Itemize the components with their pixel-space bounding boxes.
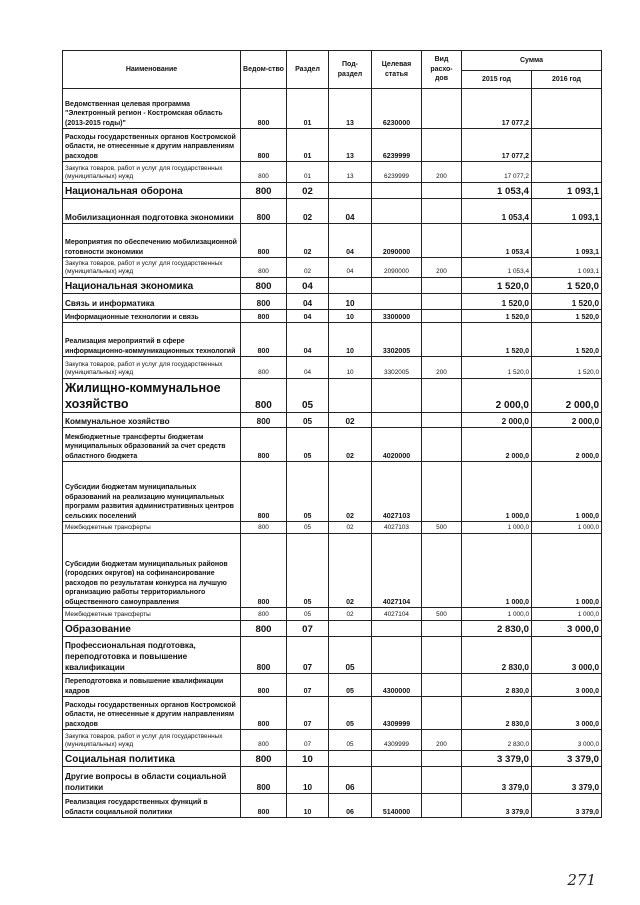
cell-sum-2016: 1 093,1 (532, 183, 602, 199)
cell-razdel: 07 (287, 637, 329, 674)
cell-sum-2016: 3 000,0 (532, 621, 602, 637)
cell-razdel: 05 (287, 379, 329, 413)
cell-vid-raskhodov (422, 310, 462, 323)
table-row (63, 413, 602, 428)
cell-tselevaya-statya (372, 183, 422, 199)
cell-razdel: 07 (287, 674, 329, 697)
cell-podrazdel (329, 621, 372, 637)
cell-sum-2015: 1 053,4 (462, 199, 532, 224)
cell-vid-raskhodov (422, 323, 462, 357)
cell-podrazdel: 05 (329, 674, 372, 697)
cell-tselevaya-statya (372, 621, 422, 637)
cell-name: Жилищно-коммунальное хозяйство (63, 379, 241, 413)
cell-razdel: 01 (287, 89, 329, 129)
cell-razdel: 01 (287, 162, 329, 183)
cell-sum-2016: 3 379,0 (532, 751, 602, 767)
table-row (63, 129, 602, 162)
cell-vid-raskhodov: 200 (422, 162, 462, 183)
table-row (63, 674, 602, 697)
table-row (63, 522, 602, 534)
cell-vedomstvo: 800 (241, 278, 287, 294)
cell-vedomstvo: 800 (241, 462, 287, 522)
cell-name: Мероприятия по обеспечению мобилизационной готовности экономики (63, 224, 241, 258)
table-row (63, 751, 602, 767)
cell-sum-2016: 1 520,0 (532, 323, 602, 357)
cell-podrazdel (329, 379, 372, 413)
cell-name: Национальная оборона (63, 183, 241, 199)
cell-vedomstvo: 800 (241, 183, 287, 199)
table-header (63, 51, 602, 89)
cell-vid-raskhodov (422, 129, 462, 162)
cell-sum-2015: 1 053,4 (462, 258, 532, 278)
cell-sum-2016: 3 000,0 (532, 730, 602, 751)
cell-tselevaya-statya: 2090000 (372, 224, 422, 258)
cell-tselevaya-statya: 4027104 (372, 534, 422, 608)
cell-vid-raskhodov (422, 621, 462, 637)
cell-vedomstvo: 800 (241, 767, 287, 794)
table-row (63, 794, 602, 818)
cell-razdel: 04 (287, 310, 329, 323)
cell-podrazdel: 02 (329, 428, 372, 462)
cell-razdel: 05 (287, 462, 329, 522)
cell-vedomstvo: 800 (241, 534, 287, 608)
header-year-2015: 2015 год (462, 71, 532, 89)
table-row (63, 323, 602, 357)
cell-sum-2015: 2 830,0 (462, 697, 532, 730)
cell-tselevaya-statya (372, 637, 422, 674)
cell-razdel: 07 (287, 730, 329, 751)
cell-sum-2016 (532, 89, 602, 129)
cell-vid-raskhodov: 200 (422, 258, 462, 278)
header-vedomstvo: Ведом-ство (241, 51, 287, 89)
cell-tselevaya-statya: 6239999 (372, 162, 422, 183)
cell-name: Информационные технологии и связь (63, 310, 241, 323)
cell-sum-2016: 1 520,0 (532, 310, 602, 323)
cell-sum-2016: 2 000,0 (532, 428, 602, 462)
table-row (63, 462, 602, 522)
cell-tselevaya-statya: 4309999 (372, 697, 422, 730)
cell-podrazdel: 06 (329, 794, 372, 818)
cell-sum-2015: 1 520,0 (462, 357, 532, 379)
table-row (63, 278, 602, 294)
cell-name: Межбюджетные трансферты (63, 608, 241, 621)
cell-razdel: 02 (287, 258, 329, 278)
table-row (63, 89, 602, 129)
cell-sum-2015: 17 077,2 (462, 89, 532, 129)
cell-sum-2016: 1 520,0 (532, 357, 602, 379)
cell-sum-2015: 1 000,0 (462, 462, 532, 522)
cell-vid-raskhodov (422, 674, 462, 697)
cell-name: Межбюджетные трансферты бюджетам муниципальных образований за счет средств областного бюджета (63, 428, 241, 462)
header-year-2016: 2016 год (532, 71, 602, 89)
cell-sum-2016: 1 520,0 (532, 294, 602, 310)
cell-razdel: 01 (287, 129, 329, 162)
cell-vedomstvo: 800 (241, 129, 287, 162)
cell-sum-2015: 1 520,0 (462, 294, 532, 310)
cell-tselevaya-statya: 4027103 (372, 462, 422, 522)
header-tselevaya-statya: Целевая статья (372, 51, 422, 89)
cell-sum-2016: 2 000,0 (532, 413, 602, 428)
cell-sum-2016: 1 093,1 (532, 199, 602, 224)
cell-sum-2015: 2 830,0 (462, 621, 532, 637)
table-row (63, 379, 602, 413)
cell-vid-raskhodov (422, 294, 462, 310)
cell-sum-2016: 3 379,0 (532, 767, 602, 794)
header-razdel: Раздел (287, 51, 329, 89)
cell-razdel: 07 (287, 621, 329, 637)
cell-podrazdel: 04 (329, 224, 372, 258)
cell-vid-raskhodov (422, 278, 462, 294)
cell-vid-raskhodov (422, 637, 462, 674)
cell-podrazdel: 10 (329, 294, 372, 310)
budget-table (62, 50, 602, 818)
table-row (63, 310, 602, 323)
cell-podrazdel: 02 (329, 462, 372, 522)
cell-tselevaya-statya: 3300000 (372, 310, 422, 323)
table-body (63, 89, 602, 818)
table-row (63, 258, 602, 278)
cell-podrazdel: 02 (329, 522, 372, 534)
cell-sum-2016: 1 000,0 (532, 534, 602, 608)
cell-name: Социальная политика (63, 751, 241, 767)
cell-tselevaya-statya: 6230000 (372, 89, 422, 129)
cell-podrazdel: 10 (329, 357, 372, 379)
cell-name: Ведомственная целевая программа "Электронный регион - Костромская область (2013-2015 годы)" (63, 89, 241, 129)
cell-vid-raskhodov (422, 379, 462, 413)
cell-vedomstvo: 800 (241, 357, 287, 379)
cell-razdel: 07 (287, 697, 329, 730)
cell-vid-raskhodov (422, 751, 462, 767)
cell-sum-2015: 2 830,0 (462, 637, 532, 674)
cell-vedomstvo: 800 (241, 637, 287, 674)
cell-vid-raskhodov (422, 794, 462, 818)
cell-sum-2015: 2 000,0 (462, 379, 532, 413)
cell-name: Мобилизационная подготовка экономики (63, 199, 241, 224)
cell-podrazdel (329, 278, 372, 294)
cell-name: Реализация государственных функций в области социальной политики (63, 794, 241, 818)
header-podrazdel: Под-раздел (329, 51, 372, 89)
cell-name: Коммунальное хозяйство (63, 413, 241, 428)
cell-sum-2015: 3 379,0 (462, 794, 532, 818)
cell-vedomstvo: 800 (241, 697, 287, 730)
cell-tselevaya-statya: 4309999 (372, 730, 422, 751)
cell-podrazdel (329, 751, 372, 767)
cell-sum-2016: 3 379,0 (532, 794, 602, 818)
cell-vedomstvo: 800 (241, 413, 287, 428)
cell-sum-2016 (532, 129, 602, 162)
header-vid-raskhodov: Вид расхо-дов (422, 51, 462, 89)
cell-sum-2015: 3 379,0 (462, 767, 532, 794)
cell-sum-2015: 1 053,4 (462, 224, 532, 258)
cell-vedomstvo: 800 (241, 310, 287, 323)
cell-vid-raskhodov (422, 89, 462, 129)
cell-razdel: 05 (287, 428, 329, 462)
cell-podrazdel: 05 (329, 697, 372, 730)
cell-tselevaya-statya (372, 751, 422, 767)
cell-vid-raskhodov (422, 413, 462, 428)
table-row (63, 224, 602, 258)
cell-tselevaya-statya: 4020000 (372, 428, 422, 462)
cell-podrazdel: 04 (329, 258, 372, 278)
cell-vedomstvo: 800 (241, 522, 287, 534)
cell-name: Национальная экономика (63, 278, 241, 294)
cell-sum-2016: 1 000,0 (532, 522, 602, 534)
cell-razdel: 04 (287, 278, 329, 294)
cell-vedomstvo: 800 (241, 428, 287, 462)
cell-razdel: 10 (287, 751, 329, 767)
cell-tselevaya-statya (372, 413, 422, 428)
cell-razdel: 04 (287, 294, 329, 310)
cell-sum-2015: 2 000,0 (462, 413, 532, 428)
cell-vedomstvo: 800 (241, 89, 287, 129)
cell-sum-2016: 1 093,1 (532, 224, 602, 258)
cell-name: Расходы государственных органов Костромской области, не отнесенные к другим направлениям расходов (63, 129, 241, 162)
cell-sum-2015: 1 520,0 (462, 310, 532, 323)
cell-sum-2015: 1 000,0 (462, 608, 532, 621)
cell-name: Субсидии бюджетам муниципальных районов (городских округов) на софинансирование расходов по результатам конкурса на лучшую организацию работы территориального общественного самоуправления (63, 534, 241, 608)
table-row (63, 730, 602, 751)
cell-vedomstvo: 800 (241, 379, 287, 413)
cell-vid-raskhodov: 500 (422, 608, 462, 621)
cell-sum-2015: 3 379,0 (462, 751, 532, 767)
cell-sum-2015: 1 520,0 (462, 323, 532, 357)
cell-sum-2016 (532, 162, 602, 183)
cell-vid-raskhodov (422, 183, 462, 199)
cell-tselevaya-statya (372, 278, 422, 294)
cell-vedomstvo: 800 (241, 794, 287, 818)
cell-sum-2016: 3 000,0 (532, 637, 602, 674)
cell-vid-raskhodov: 200 (422, 730, 462, 751)
cell-sum-2015: 1 000,0 (462, 522, 532, 534)
cell-podrazdel: 13 (329, 129, 372, 162)
cell-tselevaya-statya: 3302005 (372, 357, 422, 379)
cell-podrazdel: 13 (329, 162, 372, 183)
table-row (63, 767, 602, 794)
cell-vedomstvo: 800 (241, 730, 287, 751)
cell-sum-2015: 17 077,2 (462, 162, 532, 183)
cell-tselevaya-statya (372, 199, 422, 224)
cell-vedomstvo: 800 (241, 674, 287, 697)
cell-razdel: 02 (287, 224, 329, 258)
cell-vedomstvo: 800 (241, 224, 287, 258)
cell-name: Образование (63, 621, 241, 637)
cell-sum-2016: 1 093,1 (532, 258, 602, 278)
cell-podrazdel: 05 (329, 637, 372, 674)
cell-razdel: 02 (287, 199, 329, 224)
cell-sum-2015: 1 053,4 (462, 183, 532, 199)
table-row (63, 621, 602, 637)
cell-vedomstvo: 800 (241, 621, 287, 637)
table-row (63, 428, 602, 462)
cell-sum-2016: 1 520,0 (532, 278, 602, 294)
cell-sum-2015: 17 077,2 (462, 129, 532, 162)
cell-sum-2015: 1 000,0 (462, 534, 532, 608)
table-row (63, 697, 602, 730)
table-row (63, 608, 602, 621)
cell-podrazdel: 02 (329, 413, 372, 428)
cell-vid-raskhodov (422, 199, 462, 224)
cell-vid-raskhodov (422, 428, 462, 462)
cell-name: Связь и информатика (63, 294, 241, 310)
cell-tselevaya-statya: 2090000 (372, 258, 422, 278)
cell-podrazdel (329, 183, 372, 199)
table-row (63, 357, 602, 379)
cell-razdel: 02 (287, 183, 329, 199)
cell-podrazdel: 04 (329, 199, 372, 224)
header-name: Наименование (63, 51, 241, 89)
cell-vid-raskhodov: 200 (422, 357, 462, 379)
cell-name: Расходы государственных органов Костромской области, не отнесенные к другим направлениям расходов (63, 697, 241, 730)
table-row (63, 637, 602, 674)
cell-vedomstvo: 800 (241, 323, 287, 357)
cell-name: Субсидии бюджетам муниципальных образований на реализацию муниципальных программ развития административных центров сельских поселений (63, 462, 241, 522)
cell-vedomstvo: 800 (241, 608, 287, 621)
cell-vedomstvo: 800 (241, 199, 287, 224)
cell-vedomstvo: 800 (241, 258, 287, 278)
cell-name: Профессиональная подготовка, переподготовка и повышение квалификации (63, 637, 241, 674)
cell-vedomstvo: 800 (241, 162, 287, 183)
cell-sum-2015: 1 520,0 (462, 278, 532, 294)
table-row (63, 294, 602, 310)
cell-podrazdel: 06 (329, 767, 372, 794)
table-row (63, 162, 602, 183)
cell-sum-2015: 2 830,0 (462, 674, 532, 697)
cell-vedomstvo: 800 (241, 294, 287, 310)
cell-vid-raskhodov (422, 462, 462, 522)
cell-razdel: 05 (287, 522, 329, 534)
cell-vid-raskhodov (422, 224, 462, 258)
cell-podrazdel: 05 (329, 730, 372, 751)
cell-tselevaya-statya (372, 294, 422, 310)
cell-sum-2015: 2 830,0 (462, 730, 532, 751)
cell-tselevaya-statya: 5140000 (372, 794, 422, 818)
cell-sum-2016: 3 000,0 (532, 697, 602, 730)
cell-tselevaya-statya (372, 379, 422, 413)
cell-name: Реализация мероприятий в сфере информационно-коммуникационных технологий (63, 323, 241, 357)
cell-razdel: 05 (287, 534, 329, 608)
cell-razdel: 05 (287, 608, 329, 621)
cell-podrazdel: 10 (329, 310, 372, 323)
header-summa: Сумма (462, 51, 602, 71)
cell-vid-raskhodov (422, 534, 462, 608)
cell-podrazdel: 13 (329, 89, 372, 129)
cell-name: Закупка товаров, работ и услуг для государственных (муниципальных) нужд (63, 730, 241, 751)
table-row (63, 199, 602, 224)
cell-tselevaya-statya: 4300000 (372, 674, 422, 697)
cell-vid-raskhodov (422, 767, 462, 794)
cell-name: Межбюджетные трансферты (63, 522, 241, 534)
cell-tselevaya-statya: 6239999 (372, 129, 422, 162)
table-row (63, 534, 602, 608)
cell-name: Переподготовка и повышение квалификации кадров (63, 674, 241, 697)
cell-razdel: 04 (287, 323, 329, 357)
table-row (63, 183, 602, 199)
cell-sum-2016: 1 000,0 (532, 462, 602, 522)
cell-razdel: 05 (287, 413, 329, 428)
cell-name: Закупка товаров, работ и услуг для государственных (муниципальных) нужд (63, 162, 241, 183)
cell-podrazdel: 02 (329, 534, 372, 608)
cell-sum-2016: 2 000,0 (532, 379, 602, 413)
cell-razdel: 10 (287, 794, 329, 818)
cell-tselevaya-statya: 3302005 (372, 323, 422, 357)
cell-sum-2016: 1 000,0 (532, 608, 602, 621)
cell-sum-2016: 3 000,0 (532, 674, 602, 697)
cell-name: Закупка товаров, работ и услуг для государственных (муниципальных) нужд (63, 258, 241, 278)
cell-tselevaya-statya: 4027104 (372, 608, 422, 621)
page-number: 271 (567, 871, 596, 889)
cell-podrazdel: 10 (329, 323, 372, 357)
cell-vid-raskhodov: 500 (422, 522, 462, 534)
cell-tselevaya-statya: 4027103 (372, 522, 422, 534)
cell-name: Другие вопросы в области социальной политики (63, 767, 241, 794)
cell-razdel: 04 (287, 357, 329, 379)
cell-sum-2015: 2 000,0 (462, 428, 532, 462)
cell-name: Закупка товаров, работ и услуг для государственных (муниципальных) нужд (63, 357, 241, 379)
cell-vid-raskhodov (422, 697, 462, 730)
cell-tselevaya-statya (372, 767, 422, 794)
cell-vedomstvo: 800 (241, 751, 287, 767)
cell-podrazdel: 02 (329, 608, 372, 621)
cell-razdel: 10 (287, 767, 329, 794)
